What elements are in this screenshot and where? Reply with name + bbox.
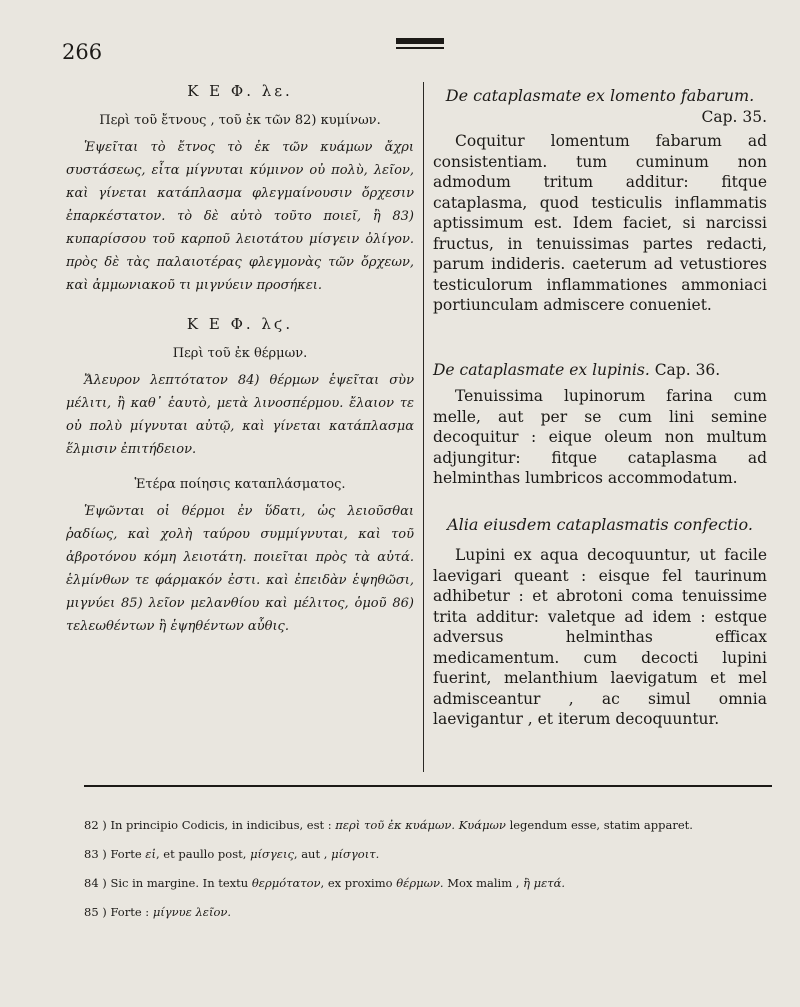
footnote-marker: 82 ) [84, 818, 107, 832]
footnote-marker: 83 ) [84, 847, 107, 861]
footnote-greek: ἢ μετά. [523, 876, 566, 890]
footnote-greek: Κυάμων [458, 818, 506, 832]
footnote-greek: μίσγοιτ. [331, 847, 380, 861]
latin-chapter-35-body: Coquitur lomentum fabarum ad consistentiam. tum cuminum non admodum tritum additur: fitque cataplasma, quod testiculis inflammatis aptissimum est. Idem faciet, si narcissi fructus, in tenuissimas partes redacti, parum indideris. caeterum ad vetustiores testiculorum inflammationes ammoniaci portiunculam admiscere conueniet. [433, 132, 767, 314]
latin-alt-body: Lupini ex aqua decoquuntur, ut facile laevigari queant : eisque fel taurinum adhibetur : et abrotoni coma tenuissime trita additur: valetque ad idem : estque adversus helminthas efficax medicamentum. cum decocti lupini fuerint, melanthium laevigatum et mel admisceantur , ac simul omnia laevigantur , et iterum decoquuntur. [433, 546, 767, 728]
greek-alt-body: Ἑψῶνται οἱ θέρμοι ἐν ὕδατι, ὡς λειοῦσθαι ῥαδίως, καὶ χολὴ ταύρου συμμίγνυται, καὶ τοῦ ἀβροτόνου κόμη λειοτάτη. ποιεῖται πρὸς τὰ αὐτά. ἑλμίνθων τε φάρμακόν ἐστι. καὶ ἐπειδὰν ἑψηθῶσι, μιγνύει 85) λεῖον μελανθίου καὶ μέλιτος, ὁμοῦ 86) τελεωθέντων ἢ ἑψηθέντων αὖθις. [66, 504, 414, 634]
footnote-85 [84, 905, 774, 919]
footnotes [84, 818, 774, 934]
footnote-greek: μίγνυε λεῖον. [152, 905, 232, 919]
page-number: 266 [62, 40, 103, 64]
footnote-text: Forte [110, 847, 142, 861]
footnote-text: Forte : [110, 905, 150, 919]
footnote-greek: θέρμων. [396, 876, 444, 890]
footnote-greek: θερμότατον [251, 876, 321, 890]
footnote-rule [84, 785, 772, 787]
column-divider [423, 82, 424, 772]
footnote-text: , et paullo post, [155, 847, 247, 861]
latin-alt-title: Alia eiusdem cataplasmatis confectio. [447, 514, 753, 534]
footnote-text: legendum esse, statim apparet. [509, 818, 693, 832]
footnote-text: Sic in margine. In textu [110, 876, 249, 890]
footnote-greek: εἰ [145, 847, 156, 861]
footnote-text: , aut , [293, 847, 328, 861]
latin-chapter-35-title: De cataplasmate ex lomento fabarum. [445, 86, 755, 105]
greek-chapter-36-body: Ἄλευρον λεπτότατον 84) θέρμων ἑψεῖται σὺν μέλιτι, ἢ καθ᾽ ἑαυτὸ, μετὰ λινοσπέρμου. ἔλαιον τε οὐ πολὺ μίγνυται αὐτῷ, καὶ γίνεται κατάπλασμα ἕλμισιν ἐπιτήδειον. [66, 373, 414, 457]
greek-alt-subheading: Ἑτέρα ποίησις καταπλάσματος. [134, 477, 346, 492]
greek-chapter-36-subheading: Περὶ τοῦ ἐκ θέρμων. [172, 346, 308, 361]
greek-chapter-35-heading: Κ Ε Φ. λε. [187, 82, 293, 100]
latin-chapter-36-title: De cataplasmate ex lupinis. [433, 360, 650, 379]
greek-column [66, 80, 414, 644]
greek-chapter-35-body: Ἑψεῖται τὸ ἔτνος τὸ ἐκ τῶν κυάμων ἄχρι συστάσεως, εἶτα μίγνυται κύμινον οὐ πολὺ, λεῖον, καὶ γίνεται κατάπλασμα φλεγμαίνουσιν ὄρχεσιν ἐπαρκέστατον. τὸ δὲ αὐτὸ τοῦτο ποιεῖ, ἢ 83) κυπαρίσσου τοῦ καρποῦ λειοτάτου μίσγειν ὀλίγον. πρὸς δὲ τὰς παλαιοτέρας φλεγμονὰς τῶν ὄρχεων, καὶ ἀμμωνιακοῦ τι μιγνύειν προσήκει. [66, 140, 414, 293]
footnote-greek: μίσγεις [250, 847, 294, 861]
latin-chapter-36-body: Tenuissima lupinorum farina cum melle, aut per se cum lini semine decoquitur : eique oleum non multum adjungitur: fitque cataplasma ad helminthas lumbricos accommodatum. [433, 387, 767, 487]
footnote-text: , ex proximo [320, 876, 393, 890]
footnote-greek: περὶ τοῦ ἐκ κυάμων. [335, 818, 456, 832]
footnote-83 [84, 847, 774, 861]
greek-chapter-35-subheading: Περὶ τοῦ ἔτνους , τοῦ ἐκ τῶν 82) κυμίνων. [99, 113, 381, 128]
latin-chapter-36-heading [433, 360, 767, 381]
greek-chapter-36-heading: Κ Ε Φ. λϛ. [186, 315, 294, 333]
footnote-marker: 85 ) [84, 905, 107, 919]
footnote-84 [84, 876, 774, 890]
footnote-text: Mox malim , [447, 876, 520, 890]
footnote-text: In principio Codicis, in indicibus, est : [110, 818, 332, 832]
header-ornament [396, 38, 444, 44]
latin-chapter-35-cap: Cap. 35. [701, 107, 767, 126]
footnote-marker: 84 ) [84, 876, 107, 890]
latin-column [433, 86, 767, 756]
footnote-82 [84, 818, 774, 832]
latin-chapter-36-cap: Cap. 36. [654, 360, 721, 379]
